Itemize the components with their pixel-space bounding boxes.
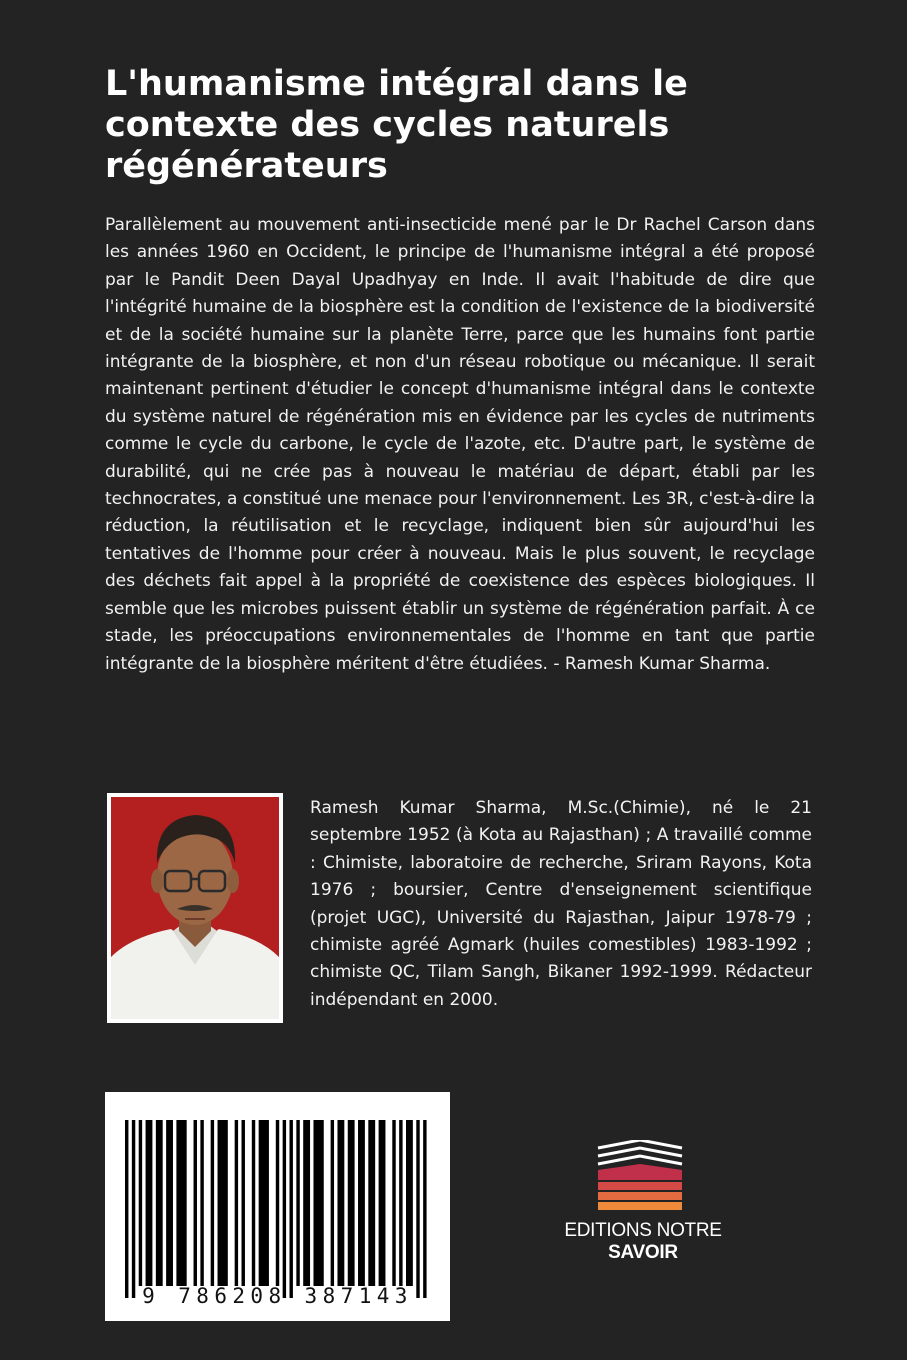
barcode-bar <box>139 1120 142 1286</box>
barcode-bar <box>358 1120 365 1286</box>
barcode-bar <box>348 1120 355 1286</box>
barcode-bar <box>337 1120 344 1286</box>
publisher-name-bold: SAVOIR <box>608 1242 678 1263</box>
barcode-bar <box>368 1120 375 1286</box>
barcode-bar <box>194 1120 197 1286</box>
barcode-bar <box>303 1120 310 1286</box>
barcode-bar <box>296 1120 299 1286</box>
barcode-bar <box>200 1120 203 1286</box>
barcode-bar <box>132 1120 135 1298</box>
barcode-bar <box>242 1120 245 1286</box>
publisher-name <box>533 1220 753 1264</box>
barcode-bar <box>331 1120 334 1286</box>
barcode-bar <box>259 1120 269 1286</box>
author-photo <box>107 793 283 1023</box>
barcode-bar <box>313 1120 323 1286</box>
barcode-bar <box>125 1120 128 1298</box>
barcode-bar <box>379 1120 386 1286</box>
publisher-name-light: EDITIONS NOTRE <box>564 1220 722 1241</box>
barcode-bar <box>218 1120 228 1286</box>
author-portrait-image <box>111 797 279 1019</box>
barcode-bar <box>423 1120 426 1298</box>
barcode-bar <box>289 1120 292 1298</box>
barcode-bar <box>276 1120 279 1286</box>
barcode-bar <box>235 1120 238 1286</box>
isbn-barcode <box>105 1092 450 1321</box>
barcode-bar <box>283 1120 286 1298</box>
barcode-bar <box>146 1120 153 1286</box>
barcode-bar <box>176 1120 186 1286</box>
barcode-bar <box>211 1120 214 1286</box>
barcode-bar <box>166 1120 173 1286</box>
barcode-bar <box>399 1120 402 1286</box>
barcode-bar <box>416 1120 419 1298</box>
barcode-bar <box>156 1120 163 1286</box>
barcode-digits: 9 786208 387143 <box>142 1284 413 1308</box>
back-cover-blurb: Parallèlement au mouvement anti-insecticide mené par le Dr Rachel Carson dans les années 1960 en Occident, le principe de l'humanisme intégral a été proposé par le Pandit Deen Dayal Upadhyay en Inde. Il avait l'habitude de dire que l'intégrité humaine de la biosphère est la condition de l'existence de la biodiversité et de la société humaine sur la planète Terre, parce que les humains font partie intégrante de la biosphère, et non d'un réseau robotique ou mécanique. Il serait maintenant pertinent d'étudier le concept d'humanisme intégral dans le contexte du système naturel de régénération mis en évidence par les cycles de nutriments comme le cycle du carbone, le cycle de l'azote, etc. D'autre part, le système de durabilité, qui ne crée pas à nouveau le matériau de départ, établi par les technocrates, a constitué une menace pour l'environnement. Les 3R, c'est-à-dire la réduction, la réutilisation et le recyclage, indiquent bien sûr aujourd'hui les tentatives de l'homme pour créer à nouveau. Mais le plus souvent, le recyclage des déchets fait appel à la propriété de coexistence des espèces biologiques. Il semble que les microbes puissent établir un système de régénération parfait. À ce stade, les préoccupations environnementales de l'homme en tant que partie intégrante de la biosphère méritent d'être étudiées. - Ramesh Kumar Sharma. <box>105 215 815 674</box>
barcode-bar <box>392 1120 395 1286</box>
author-bio: Ramesh Kumar Sharma, M.Sc.(Chimie), né le 21 septembre 1952 (à Kota au Rajasthan) ; A travaillé comme : Chimiste, laboratoire de recherche, Sriram Rayons, Kota 1976 ; boursier, Centre d'enseignement scientifique (projet UGC), Université du Rajasthan, Jaipur 1978-79 ; chimiste agréé Agmark (huiles comestibles) 1983-1992 ; chimiste QC, Tilam Sangh, Bikaner 1992-1999. Rédacteur indépendant en 2000. <box>310 798 812 1010</box>
barcode-bar <box>252 1120 255 1286</box>
barcode-bar <box>406 1120 413 1286</box>
book-title: L'humanisme intégral dans le contexte des cycles naturels régénérateurs <box>105 64 688 186</box>
open-book-logo-icon <box>590 1140 690 1212</box>
